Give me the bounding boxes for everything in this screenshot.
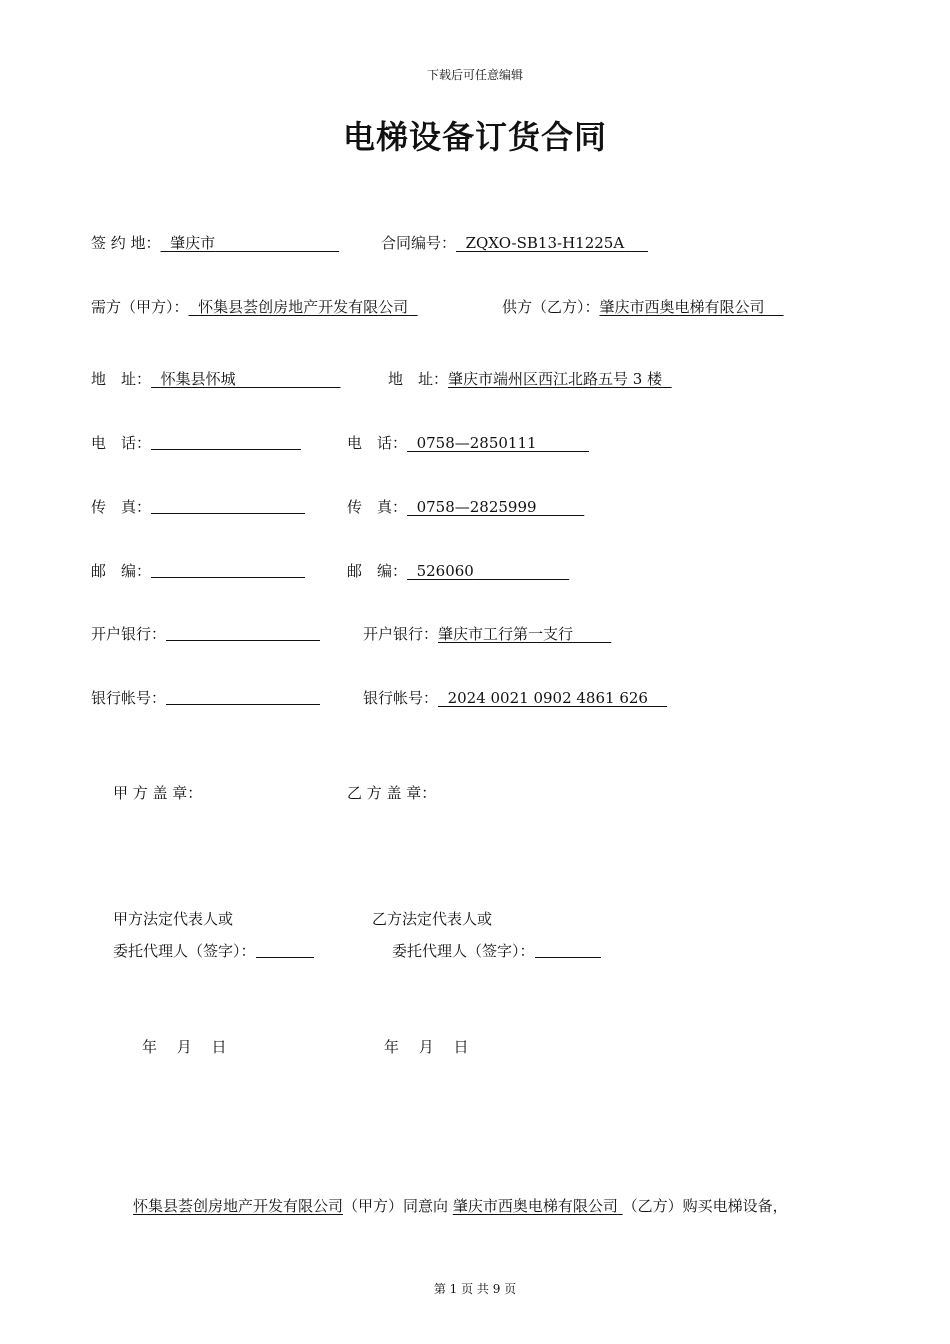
date-b: 年 月 日 <box>384 1038 469 1056</box>
phone-b-value: 0758—2850111 <box>416 434 537 452</box>
address-b-value: 肇庆市端州区西江北路五号 3 楼 <box>448 370 663 388</box>
rep-b-sign-row <box>392 941 601 961</box>
party-b-label: 供方（乙方）： <box>502 298 600 316</box>
sign-place-label: 签 约 地： <box>91 234 161 252</box>
contract-no-label: 合同编号： <box>381 234 457 252</box>
postcode-b-value: 526060 <box>416 562 474 580</box>
body-end: （乙方）购买电梯设备， <box>622 1197 788 1215</box>
party-b-name: 肇庆市西奥电梯有限公司 <box>599 298 765 316</box>
bank-b-row <box>363 624 611 644</box>
fax-b-row <box>347 497 584 517</box>
account-a-blank <box>166 690 320 705</box>
contract-no-row <box>381 233 648 253</box>
body-paragraph <box>133 1196 788 1216</box>
postcode-a-blank <box>151 563 305 578</box>
phone-b-label: 电 话： <box>347 434 408 452</box>
rep-b-line1: 乙方法定代表人或 <box>372 910 493 928</box>
account-a-label: 银行帐号： <box>91 689 167 707</box>
bank-b-label: 开户银行： <box>363 625 439 643</box>
party-a-name: 怀集县荟创房地产开发有限公司 <box>198 298 409 316</box>
address-a-row <box>91 369 340 389</box>
body-mid: （甲方）同意向 <box>343 1197 449 1215</box>
postcode-b-label: 邮 编： <box>347 562 408 580</box>
account-b-row <box>363 688 667 708</box>
postcode-b-row <box>347 561 569 581</box>
fax-a-row <box>91 497 305 517</box>
date-a: 年 月 日 <box>142 1038 227 1056</box>
phone-a-row <box>91 433 301 453</box>
contract-no-value: ZQXO-SB13-H1225A <box>465 234 625 252</box>
account-b-value: 2024 0021 0902 4861 626 <box>447 689 648 707</box>
seal-a-label: 甲 方 盖 章： <box>113 784 203 802</box>
page-footer: 第 1 页 共 9 页 <box>433 1282 517 1296</box>
rep-a-sign-label: 委托代理人（签字）： <box>113 942 256 960</box>
address-b-label: 地 址： <box>388 370 449 388</box>
rep-b-sign-blank <box>535 943 601 958</box>
account-a-row <box>91 688 320 708</box>
postcode-a-label: 邮 编： <box>91 562 152 580</box>
rep-a-line1: 甲方法定代表人或 <box>113 910 234 928</box>
address-a-label: 地 址： <box>91 370 152 388</box>
bank-a-row <box>91 624 320 644</box>
header-note: 下载后可任意编辑 <box>426 68 523 82</box>
phone-a-blank <box>151 435 301 450</box>
phone-a-label: 电 话： <box>91 434 152 452</box>
rep-a-sign-row <box>113 941 314 961</box>
bank-b-value: 肇庆市工行第一支行 <box>438 625 574 643</box>
fax-a-label: 传 真： <box>91 498 152 516</box>
sign-place-row <box>91 233 339 253</box>
account-b-label: 银行帐号： <box>363 689 439 707</box>
body-party-b: 肇庆市西奥电梯有限公司 <box>452 1197 618 1215</box>
address-a-value: 怀集县怀城 <box>160 370 236 388</box>
fax-a-blank <box>151 499 305 514</box>
sign-place-value: 肇庆市 <box>170 234 216 252</box>
party-a-label: 需方（甲方）： <box>91 298 189 316</box>
address-b-row <box>388 369 672 389</box>
rep-a-sign-blank <box>256 943 314 958</box>
party-a-row <box>91 297 418 317</box>
fax-b-label: 传 真： <box>347 498 408 516</box>
bank-a-label: 开户银行： <box>91 625 167 643</box>
postcode-a-row <box>91 561 305 581</box>
bank-a-blank <box>166 626 320 641</box>
page-title: 电梯设备订货合同 <box>342 118 607 156</box>
rep-b-sign-label: 委托代理人（签字）： <box>392 942 535 960</box>
fax-b-value: 0758—2825999 <box>416 498 537 516</box>
seal-b-label: 乙 方 盖 章： <box>347 784 437 802</box>
body-party-a: 怀集县荟创房地产开发有限公司 <box>133 1197 344 1215</box>
phone-b-row <box>347 433 589 453</box>
party-b-row <box>502 297 784 317</box>
